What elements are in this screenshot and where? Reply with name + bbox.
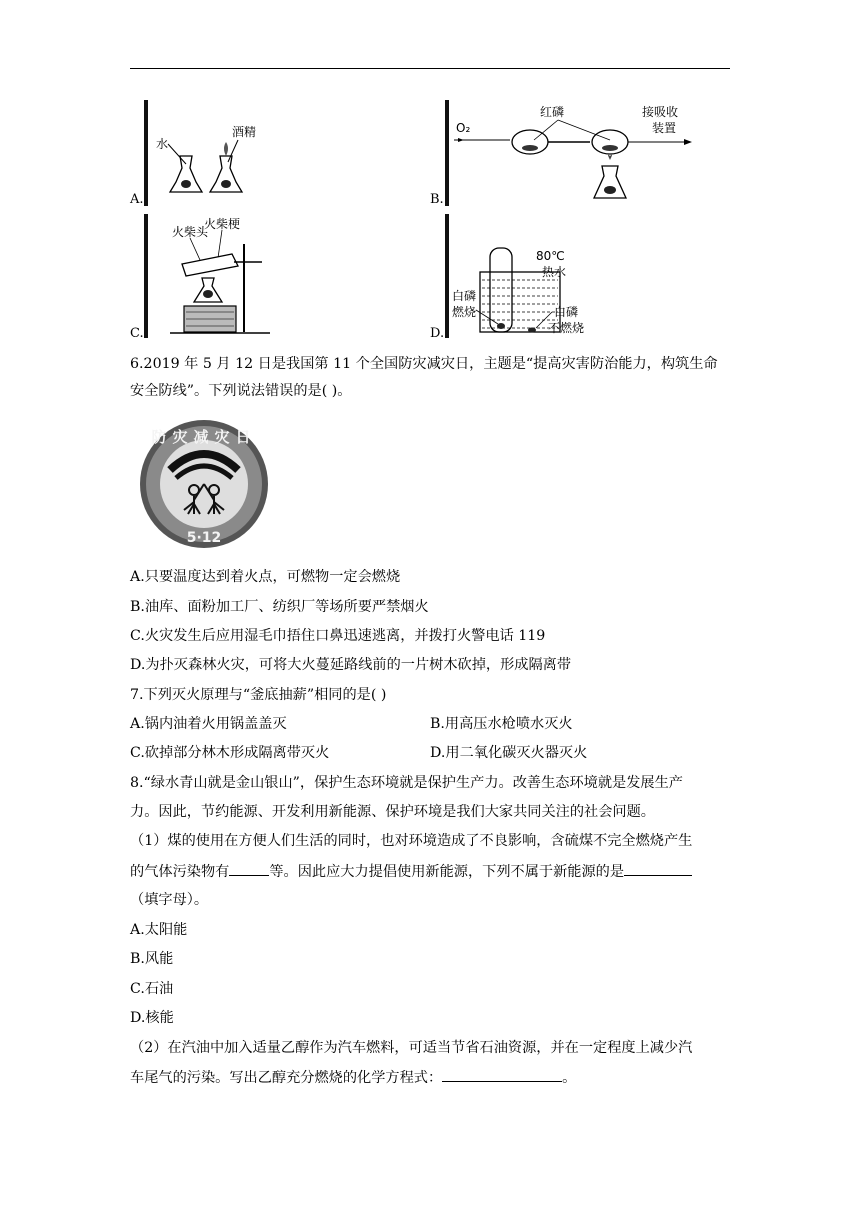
q7-option-a: A.锅内油着火用锅盖盖灭 xyxy=(130,716,287,732)
option-label-c: C. xyxy=(130,326,144,341)
label-match-stick: 火柴梗 xyxy=(204,217,241,231)
label-match-head: 火柴头 xyxy=(172,225,209,239)
q8-part1-text-a: 的气体污染物有 xyxy=(130,864,230,880)
label-wp-noburn-1: 白磷 xyxy=(554,305,579,319)
q8-blank-pollutant[interactable] xyxy=(229,861,269,876)
option-label-a: A. xyxy=(130,192,144,207)
q8-option-c: C.石油 xyxy=(130,981,174,997)
label-wp-burn-1: 白磷 xyxy=(452,289,477,303)
label-water: 水 xyxy=(156,137,169,151)
header-rule xyxy=(130,68,730,69)
label-alcohol: 酒精 xyxy=(232,125,257,139)
q8-part2-line1: （2）在汽油中加入适量乙醇作为汽车燃料，可适当节省石油资源，并在一定程度上减少汽 xyxy=(130,1040,693,1056)
figure-a-drawing xyxy=(130,100,270,210)
label-absorb-line1: 接吸收 xyxy=(642,105,679,119)
q6-option-c: C.火灾发生后应用湿毛巾捂住口鼻迅速逃离，并拨打火警电话 119 xyxy=(130,628,546,644)
q8-part1-line3: （填字母）。 xyxy=(130,892,209,908)
label-absorb-line2: 装置 xyxy=(652,121,677,135)
q7-stem: 7.下列灭火原理与“釜底抽薪”相同的是( ) xyxy=(130,687,387,703)
q6-stem-line2: 安全防线”。下列说法错误的是( )。 xyxy=(130,383,352,399)
figure-b xyxy=(430,100,710,210)
disaster-day-emblem xyxy=(138,418,270,550)
label-o2: O₂ xyxy=(456,121,471,135)
figure-b-drawing xyxy=(430,100,710,210)
q8-option-b: B.风能 xyxy=(130,951,174,967)
q8-part1-line1: （1）煤的使用在方便人们生活的同时，也对环境造成了不良影响，含硫煤不完全燃烧产生 xyxy=(130,833,693,849)
figure-c xyxy=(130,214,280,342)
q8-stem-line2: 力。因此，节约能源、开发利用新能源、保护环境是我们大家共同关注的社会问题。 xyxy=(130,804,655,820)
q8-part1-line2 xyxy=(130,861,692,882)
q8-blank-equation[interactable] xyxy=(442,1067,562,1082)
emblem-text: 防灾减灾日 xyxy=(151,428,257,446)
option-label-b: B. xyxy=(430,192,444,207)
figure-d xyxy=(430,214,630,342)
q6-stem-line1: 6.2019 年 5 月 12 日是我国第 11 个全国防灾减灾日，主题是“提高灾害防治能力，构筑生命 xyxy=(130,356,718,372)
q6-option-d: D.为扑灭森林火灾，可将大火蔓延路线前的一片树木砍掉，形成隔离带 xyxy=(130,657,572,673)
q8-part2-text-b: 。 xyxy=(562,1070,577,1086)
q8-part1-text-b: 等。因此应大力提倡使用新能源，下列不属于新能源的是 xyxy=(269,864,625,880)
q7-option-d: D.用二氧化碳灭火器灭火 xyxy=(430,745,588,761)
q6-option-b: B.油库、面粉加工厂、纺织厂等场所要严禁烟火 xyxy=(130,599,429,615)
option-label-d: D. xyxy=(430,326,445,341)
q7-option-c: C.砍掉部分林木形成隔离带灭火 xyxy=(130,745,330,761)
figure-a xyxy=(130,100,280,210)
q7-option-b: B.用高压水枪喷水灭火 xyxy=(430,716,573,732)
emblem-date: 5·12 xyxy=(186,530,222,546)
label-temp: 80℃ xyxy=(536,249,565,263)
label-hot-water: 热水 xyxy=(542,265,567,279)
q6-option-a: A.只要温度达到着火点，可燃物一定会燃烧 xyxy=(130,569,401,585)
q8-blank-not-new-energy[interactable] xyxy=(624,861,692,876)
figure-d-drawing xyxy=(430,214,630,342)
q8-part2-line2 xyxy=(130,1067,576,1088)
q8-option-a: A.太阳能 xyxy=(130,922,188,938)
label-wp-noburn-2: 不燃烧 xyxy=(548,321,585,335)
label-wp-burn-2: 燃烧 xyxy=(452,305,477,319)
q8-option-d: D.核能 xyxy=(130,1010,174,1026)
q8-stem-line1: 8.“绿水青山就是金山银山”，保护生态环境就是保护生产力。改善生态环境就是发展生产 xyxy=(130,775,683,791)
figure-c-drawing xyxy=(130,214,280,342)
q8-part2-text-a: 车尾气的污染。写出乙醇充分燃烧的化学方程式： xyxy=(130,1070,443,1086)
label-red-phosphorus: 红磷 xyxy=(540,105,565,119)
